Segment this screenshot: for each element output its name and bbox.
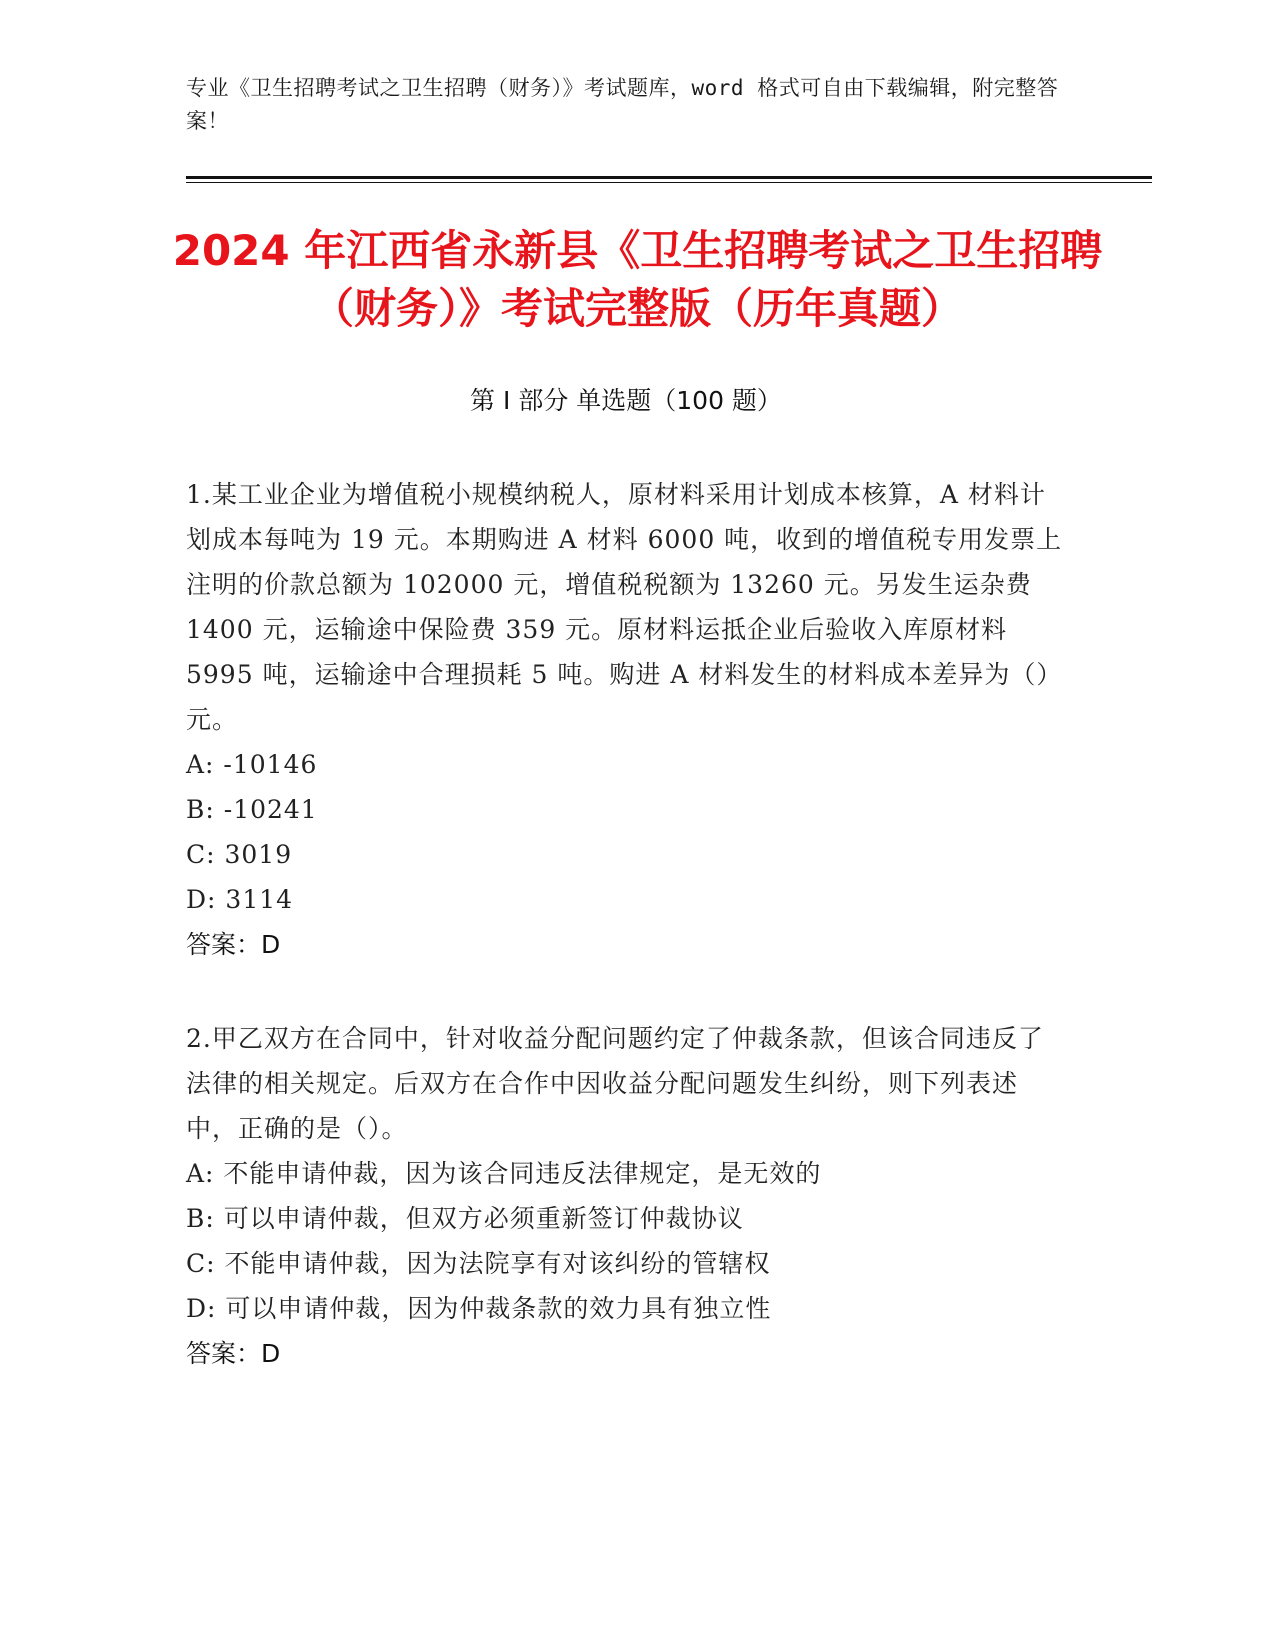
answer-line: 答案：D — [186, 930, 281, 959]
option-a: A: 不能申请仲裁，因为该合同违反法律规定，是无效的 — [186, 1159, 822, 1188]
option-b: B: -10241 — [186, 795, 318, 824]
header-divider-thin — [186, 182, 1152, 183]
option-d: D: 3114 — [186, 885, 294, 914]
question-stem: 1.某工业企业为增值税小规模纳税人，原材料采用计划成本核算，A 材料计划成本每吨为 19 元。本期购进 A 材料 6000 吨，收到的增值税专用发票上注明的价款总额为 102000 元，增值税税额为 13260 元。另发生运杂费 1400 元，运输途中保险费 359 元。原材料运抵企业后验收入库原材料 5995 吨，运输途中合理损耗 5 吨。购进 A 材料发生的材料成本差异为（）元。 — [186, 480, 1063, 734]
option-d: D: 可以申请仲裁，因为仲裁条款的效力具有独立性 — [186, 1294, 772, 1323]
question-1 — [186, 472, 1066, 967]
option-c: C: 3019 — [186, 840, 293, 869]
section-title: 第 I 部分 单选题（100 题） — [470, 386, 782, 415]
header-divider-thick — [186, 176, 1152, 179]
question-2 — [186, 1016, 1066, 1376]
option-b: B: 可以申请仲裁，但双方必须重新签订仲裁协议 — [186, 1204, 744, 1233]
answer-line: 答案：D — [186, 1339, 281, 1368]
option-a: A: -10146 — [186, 750, 318, 779]
option-c: C: 不能申请仲裁，因为法院享有对该纠纷的管辖权 — [186, 1249, 771, 1278]
header-note: 专业《卫生招聘考试之卫生招聘（财务）》考试题库，word 格式可自由下载编辑，附完整答案！ — [186, 76, 1059, 133]
document-title: 2024 年江西省永新县《卫生招聘考试之卫生招聘（财务）》考试完整版（历年真题） — [172, 226, 1103, 333]
question-stem: 2.甲乙双方在合同中，针对收益分配问题约定了仲裁条款，但该合同违反了法律的相关规定。后双方在合作中因收益分配问题发生纠纷，则下列表述中，正确的是（）。 — [186, 1024, 1044, 1143]
